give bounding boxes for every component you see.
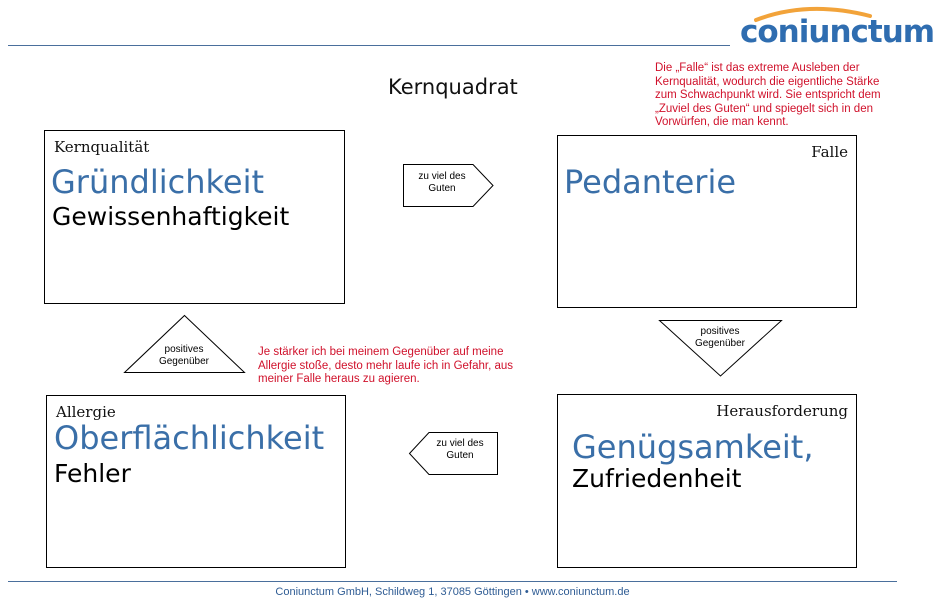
box-sub-herausforderung: Zufriedenheit	[572, 464, 742, 493]
coniunctum-logo	[738, 6, 934, 50]
arrow-bottom-label: zu viel des Guten	[436, 438, 484, 461]
note-falle: Die „Falle“ ist das extreme Ausleben der Kernqualität, wodurch die eigentliche Stärke zum Schwachpunkt wird. Sie entspricht dem „Zuviel des Guten“ und spiegelt sich in den Vorwürfen, die man kennt.	[655, 62, 881, 128]
box-main-allergie: Oberflächlichkeit	[54, 419, 325, 457]
box-falle	[557, 135, 857, 308]
box-allergie	[46, 395, 346, 568]
triangle-up	[124, 315, 245, 373]
arrow-top-label: zu viel des Guten	[418, 171, 466, 194]
box-main-herausforderung: Genügsamkeit,	[572, 428, 814, 466]
logo-text: coniunctum	[740, 14, 934, 50]
box-herausforderung	[557, 394, 857, 568]
arrow-bottom-left	[409, 432, 498, 475]
box-label-kernqualitaet: Kernqualität	[54, 138, 150, 156]
box-label-falle: Falle	[811, 143, 848, 161]
footer-divider	[8, 581, 897, 582]
triangle-down	[659, 320, 782, 377]
box-kernqualitaet	[44, 130, 345, 304]
arrow-top-right	[403, 164, 494, 207]
box-main-kernqualitaet: Gründlichkeit	[51, 163, 264, 201]
page-title: Kernquadrat	[388, 75, 518, 99]
box-label-allergie: Allergie	[56, 403, 116, 421]
footer-text: Coniunctum GmbH, Schildweg 1, 37085 Göttingen • www.coniunctum.de	[275, 586, 630, 598]
note-allergie: Je stärker ich bei meinem Gegenüber auf meine Allergie stoße, desto mehr laufe ich in Gefahr, aus meiner Falle heraus zu agieren.	[258, 346, 514, 385]
header-divider	[8, 45, 730, 46]
box-sub-kernqualitaet: Gewissenhaftigkeit	[52, 202, 290, 231]
box-label-herausforderung: Herausforderung	[716, 402, 848, 420]
box-main-falle: Pedanterie	[564, 163, 737, 201]
box-sub-allergie: Fehler	[54, 459, 131, 488]
triangle-up-label: positives Gegenüber	[158, 344, 210, 367]
triangle-down-label: positives Gegenüber	[694, 326, 746, 349]
